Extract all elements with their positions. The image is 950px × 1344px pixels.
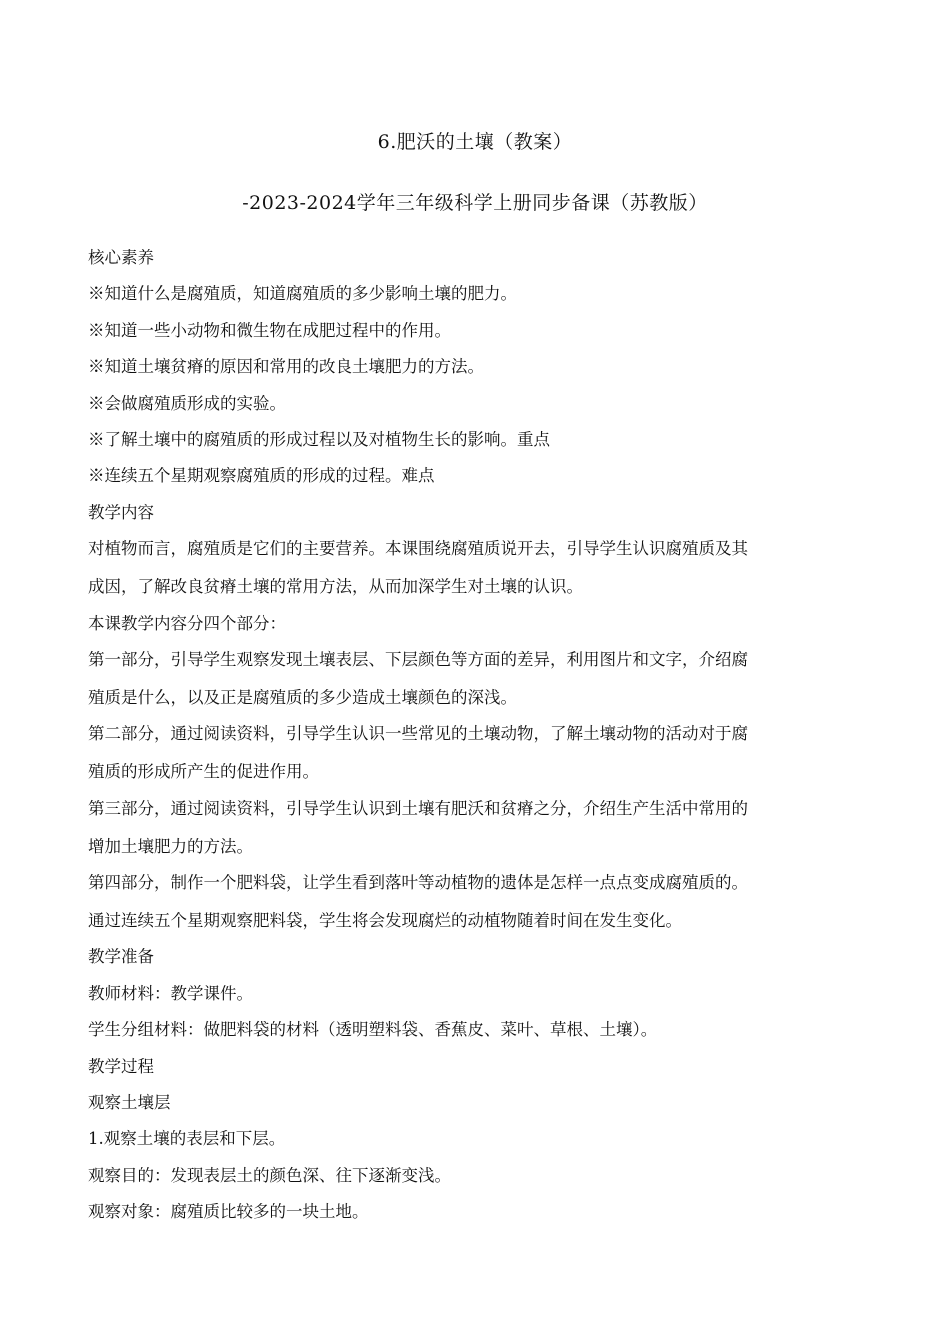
process-object: 观察对象：腐殖质比较多的一块土地。 xyxy=(88,1202,369,1222)
section-heading-prep: 教学准备 xyxy=(88,947,154,967)
core-item: ※知道土壤贫瘠的原因和常用的改良土壤肥力的方法。 xyxy=(88,357,484,377)
core-item: ※知道一些小动物和微生物在成肥过程中的作用。 xyxy=(88,320,451,340)
prep-teacher: 教师材料：教学课件。 xyxy=(88,983,253,1003)
paragraph-line: 增加土壤肥力的方法。 xyxy=(88,836,253,856)
content-intro-paragraph xyxy=(88,531,858,605)
paragraph-line: 殖质的形成所产生的促进作用。 xyxy=(88,762,319,782)
process-step: 1.观察土壤的表层和下层。 xyxy=(88,1129,286,1149)
part4-paragraph xyxy=(88,865,858,939)
document-title: 6.肥沃的土壤（教案） xyxy=(377,131,573,153)
paragraph-line: 成因，了解改良贫瘠土壤的常用方法，从而加深学生对土壤的认识。 xyxy=(88,577,583,597)
paragraph-line: 第三部分，通过阅读资料，引导学生认识到土壤有肥沃和贫瘠之分，介绍生产生活中常用的 xyxy=(88,798,748,818)
core-item: ※连续五个星期观察腐殖质的形成的过程。难点 xyxy=(88,466,435,486)
section-heading-process: 教学过程 xyxy=(88,1056,154,1076)
process-sub-heading: 观察土壤层 xyxy=(88,1093,171,1113)
paragraph-line: 第二部分，通过阅读资料，引导学生认识一些常见的土壤动物，了解土壤动物的活动对于腐 xyxy=(88,724,748,744)
paragraph-line: 第四部分，制作一个肥料袋，让学生看到落叶等动植物的遗体是怎样一点点变成腐殖质的。 xyxy=(88,873,748,893)
core-item: ※了解土壤中的腐殖质的形成过程以及对植物生长的影响。重点 xyxy=(88,429,550,449)
core-item: ※会做腐殖质形成的实验。 xyxy=(88,393,286,413)
document-subtitle: -2023-2024学年三年级科学上册同步备课（苏教版） xyxy=(242,192,708,214)
paragraph-line: 第一部分，引导学生观察发现土壤表层、下层颜色等方面的差异，利用图片和文字，介绍腐 xyxy=(88,649,748,669)
paragraph-line: 通过连续五个星期观察肥料袋，学生将会发现腐烂的动植物随着时间在发生变化。 xyxy=(88,911,682,931)
prep-student: 学生分组材料：做肥料袋的材料（透明塑料袋、香蕉皮、菜叶、草根、土壤）。 xyxy=(88,1020,658,1040)
core-item: ※知道什么是腐殖质，知道腐殖质的多少影响土壤的肥力。 xyxy=(88,284,517,304)
parts-intro: 本课教学内容分四个部分： xyxy=(88,613,286,633)
process-purpose: 观察目的：发现表层土的颜色深、往下逐渐变浅。 xyxy=(88,1165,451,1185)
paragraph-line: 对植物而言，腐殖质是它们的主要营养。本课围绕腐殖质说开去，引导学生认识腐殖质及其 xyxy=(88,539,748,559)
part1-paragraph xyxy=(88,642,858,716)
part2-paragraph xyxy=(88,716,858,790)
part3-paragraph xyxy=(88,791,858,865)
section-heading-content: 教学内容 xyxy=(88,502,154,522)
paragraph-line: 殖质是什么，以及正是腐殖质的多少造成土壤颜色的深浅。 xyxy=(88,687,517,707)
document-body xyxy=(88,240,858,1231)
section-heading-core: 核心素养 xyxy=(88,248,154,267)
